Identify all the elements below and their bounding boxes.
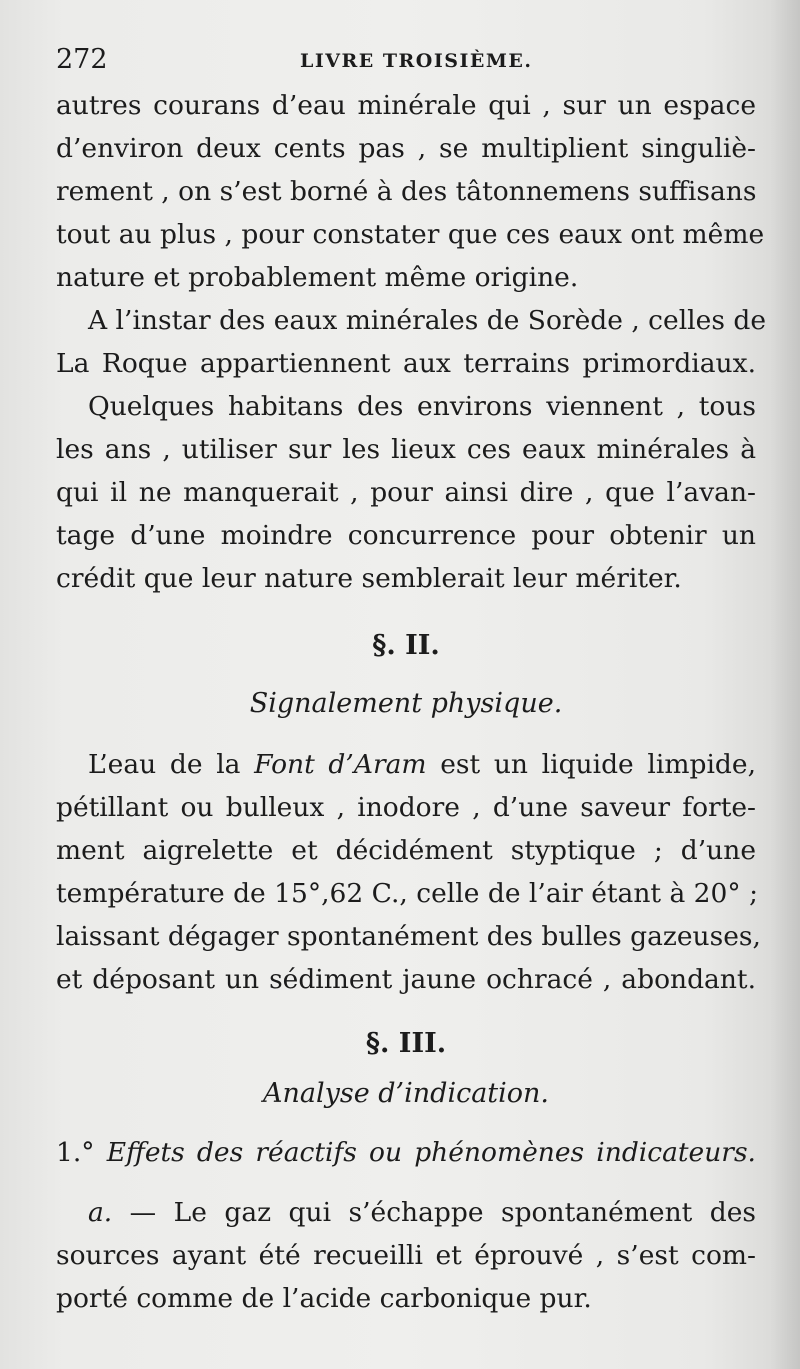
item-title: Effets des réactifs ou phénomènes indicateurs. (106, 1137, 756, 1168)
section-number: §. III. (365, 1028, 447, 1059)
text-line: tage d’une moindre concurrence pour obtenir un (56, 520, 756, 551)
text-line: les ans , utiliser sur les lieux ces eaux minérales à (56, 434, 756, 465)
text-line: température de 15°,62 C., celle de l’air étant à 20° ; (56, 878, 759, 909)
text-line: qui il ne manquerait , pour ainsi dire , que l’avan- (56, 477, 756, 508)
text-line: et déposant un sédiment jaune ochracé , abondant. (56, 964, 756, 995)
text-line: Quelques habitans des environs viennent , tous (88, 391, 756, 422)
text-span: est un liquide limpide, (426, 749, 756, 780)
text-line (88, 747, 756, 783)
section-title: Analyse d’indication. (262, 1078, 550, 1109)
running-head: LIVRE TROISIÈME. (300, 50, 533, 72)
section-number: §. II. (372, 630, 440, 661)
page-number: 272 (56, 44, 108, 75)
item-marker: 1.° (56, 1137, 95, 1168)
place-name: Font d’Aram (254, 749, 427, 780)
text-line: laissant dégager spontanément des bulles gazeuses, (56, 921, 761, 952)
text-line: rement , on s’est borné à des tâtonnemens suffisans (56, 176, 757, 207)
text-line: ment aigrelette et décidément styptique ; d’une (56, 835, 756, 866)
text-line: crédit que leur nature semblerait leur mériter. (56, 563, 682, 594)
text-line: d’environ deux cents pas , se multiplient singuliè- (56, 133, 756, 164)
text-line: tout au plus , pour constater que ces eaux ont même (56, 219, 765, 250)
section-title: Signalement physique. (249, 688, 563, 719)
text-span: — Le gaz qui s’échappe spontanément des (112, 1197, 756, 1228)
body-text (56, 0, 767, 1369)
text-line: nature et probablement même origine. (56, 262, 579, 293)
text-line (88, 1195, 756, 1231)
text-line: La Roque appartiennent aux terrains primordiaux. (56, 348, 756, 379)
text-line: autres courans d’eau minérale qui , sur un espace (56, 90, 756, 121)
subsection-heading (56, 1135, 756, 1171)
page-edge-shadow (770, 0, 800, 1369)
text-line: pétillant ou bulleux , inodore , d’une saveur forte- (56, 792, 756, 823)
text-line: A l’instar des eaux minérales de Sorède , celles de (88, 305, 767, 336)
item-marker: a. (88, 1197, 113, 1228)
text-line: porté comme de l’acide carbonique pur. (56, 1283, 592, 1314)
text-span: L’eau de la (88, 749, 255, 780)
text-line: sources ayant été recueilli et éprouvé , s’est com- (56, 1240, 756, 1271)
